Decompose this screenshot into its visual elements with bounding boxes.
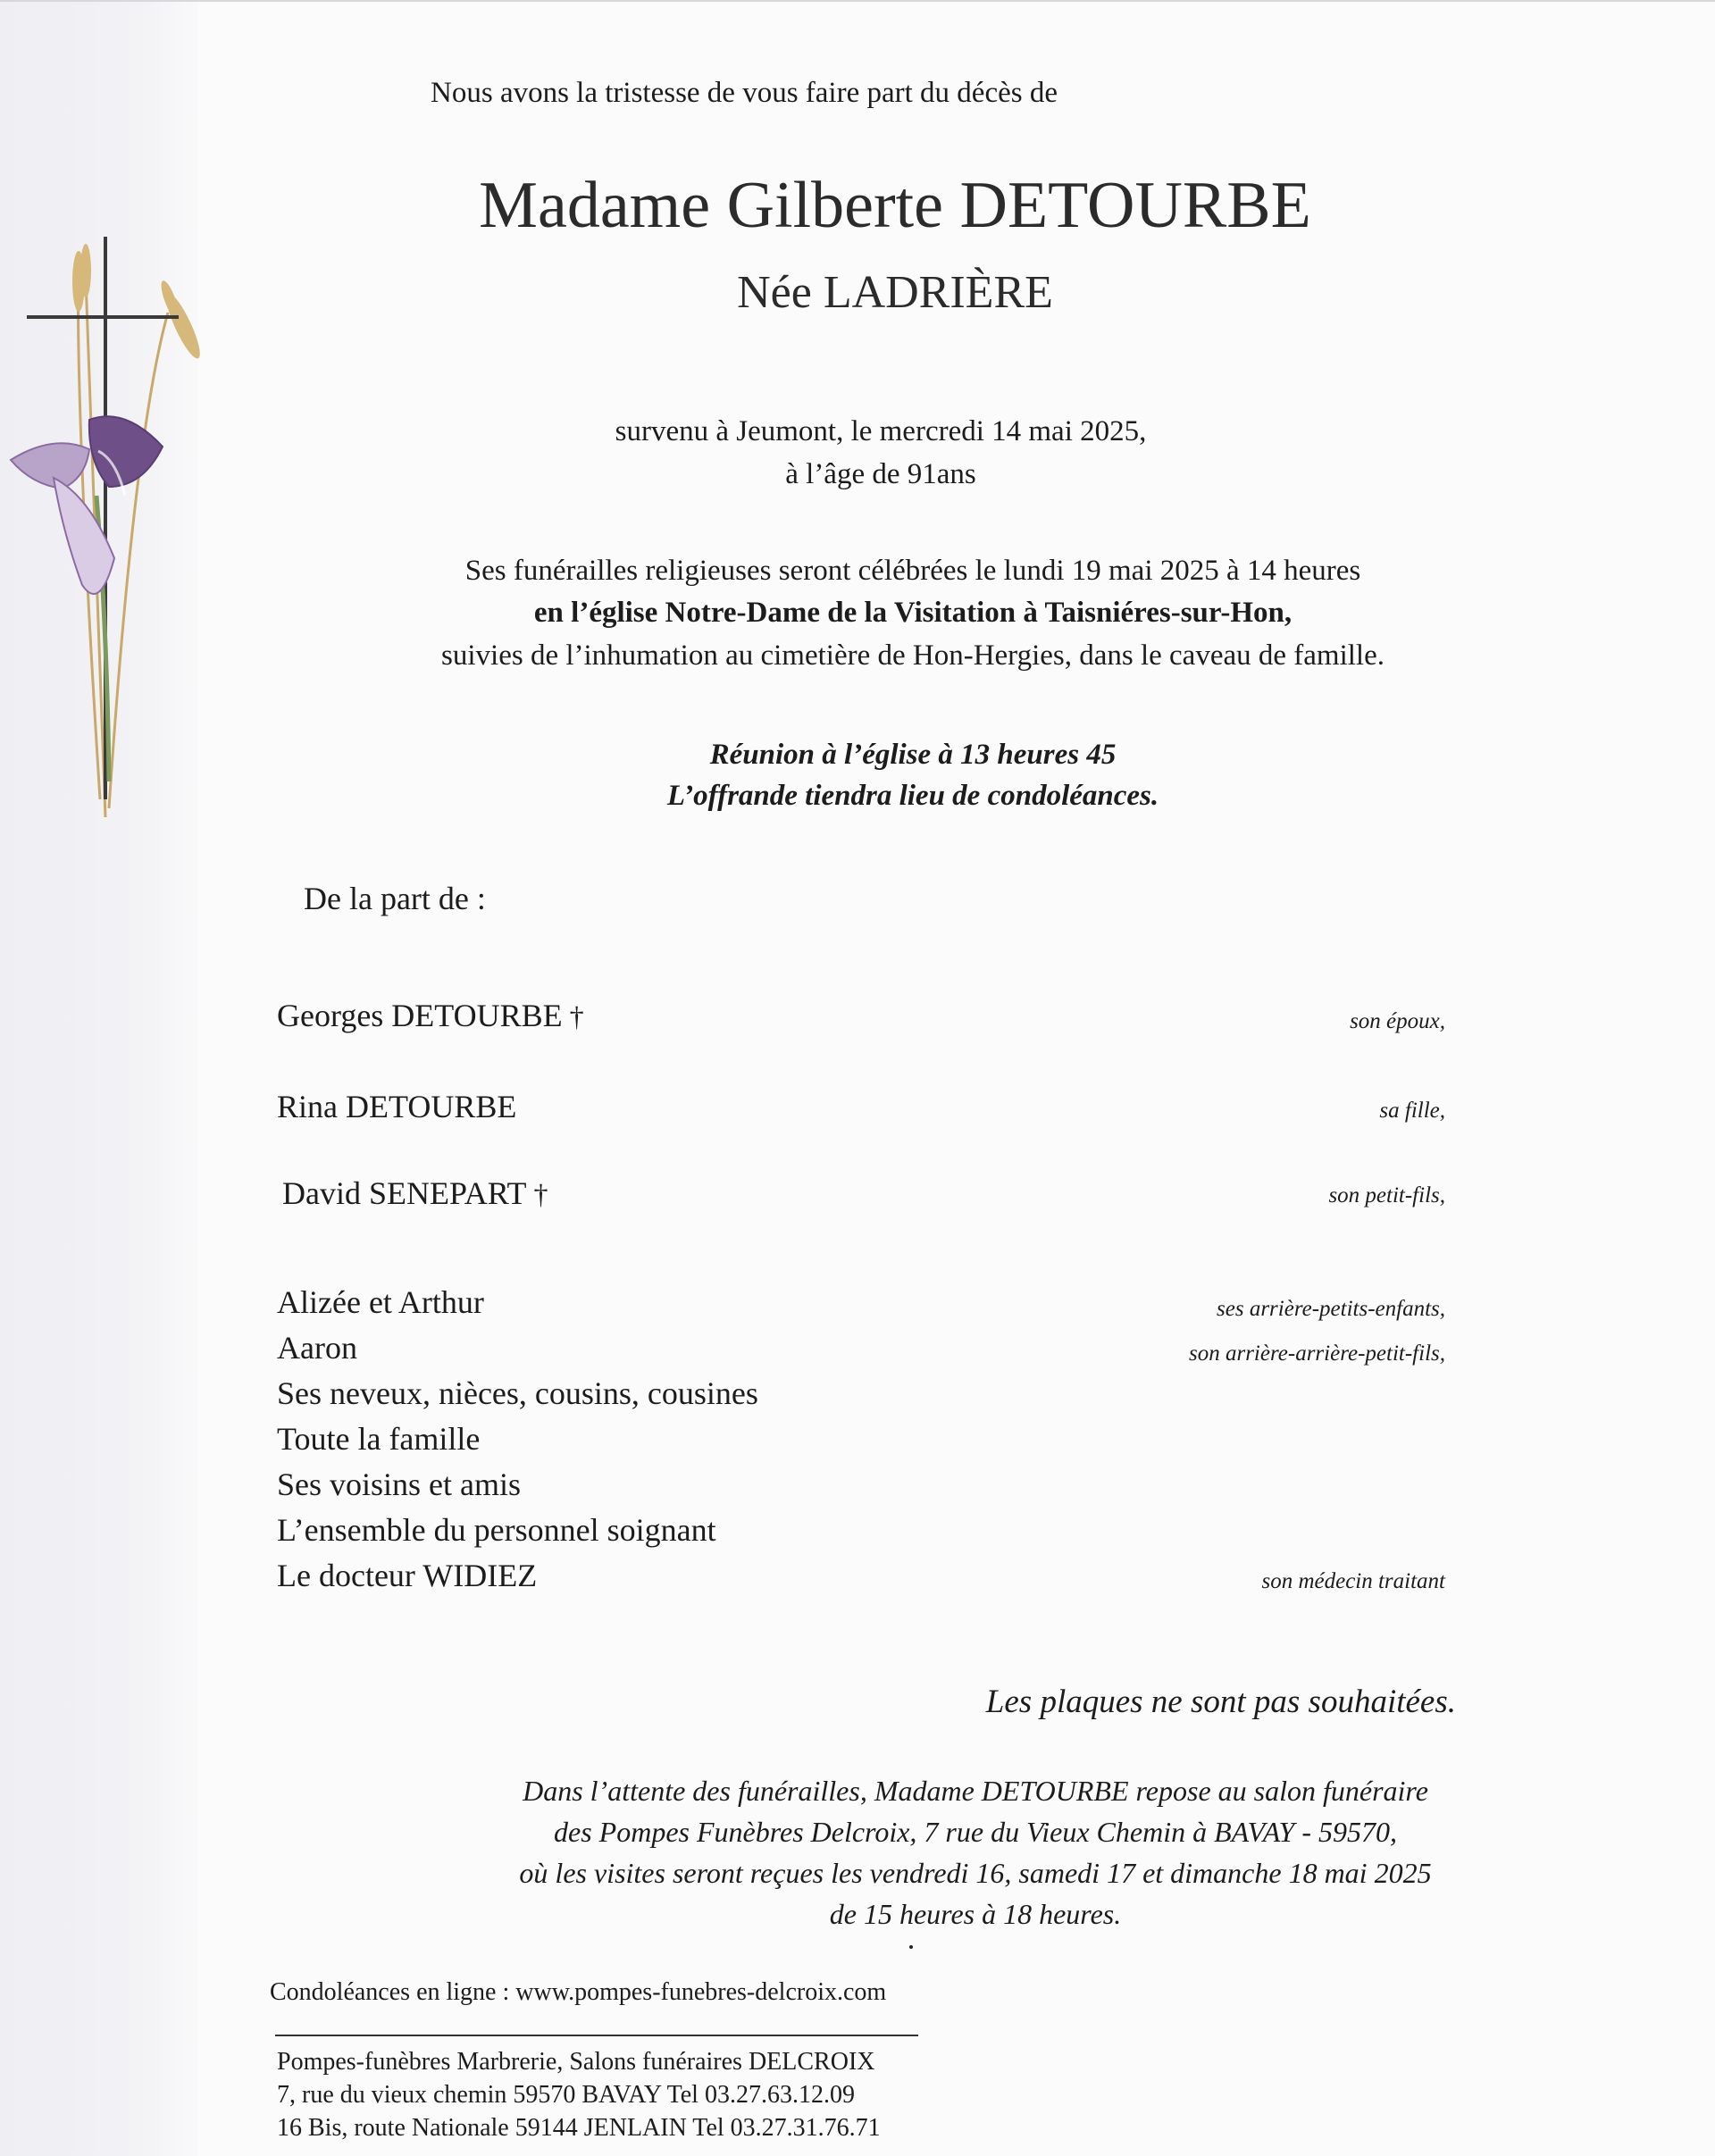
viewing-line-4: de 15 heures à 18 heures. (829, 1898, 1122, 1930)
family-relation-4: son arrière-arrière-petit-fils, (1189, 1341, 1445, 1366)
calla-lily-icon (11, 416, 163, 781)
funeral-line-3: suivies de l’inhumation au cimetière de Hon-Hergies, dans le caveau de famille. (441, 639, 1385, 672)
family-name-8: L’ensemble du personnel soignant (277, 1512, 716, 1548)
online-condolences: Condoléances en ligne : www.pompes-funebres-delcroix.com (270, 1978, 887, 2006)
family-name-5: Ses neveux, nièces, cousins, cousines (277, 1375, 758, 1411)
gathering-line-2: L’offrande tiendra lieu de condoléances. (666, 780, 1159, 812)
wheat-ears (72, 244, 205, 362)
from-label: De la part de : (304, 881, 486, 916)
family-name-1: Rina DETOURBE (277, 1089, 517, 1124)
dagger-icon: † (533, 1178, 548, 1210)
family-name-2: David SENEPART † (282, 1175, 548, 1211)
gathering-line-1: Réunion à l’église à 13 heures 45 (709, 739, 1117, 771)
footer-line-1: Pompes-funèbres Marbrerie, Salons funéraires DELCROIX (277, 2048, 875, 2076)
viewing-line-3: où les visites seront reçues les vendredi 16, samedi 17 et dimanche 18 mai 2025 (519, 1857, 1432, 1889)
age-line: à l’âge de 91ans (785, 458, 976, 490)
viewing-line-1: Dans l’attente des funérailles, Madame DETOURBE repose au salon funéraire (523, 1775, 1428, 1807)
family-relation-1: sa fille, (1379, 1099, 1445, 1123)
footer-divider (275, 2035, 918, 2036)
viewing-line-2: des Pompes Funèbres Delcroix, 7 rue du Vieux Chemin à BAVAY - 59570, (554, 1816, 1397, 1848)
family-relation-2: son petit-fils, (1328, 1183, 1445, 1208)
family-relation-3: ses arrière-petits-enfants, (1217, 1297, 1445, 1321)
funeral-line-2: en l’église Notre-Dame de la Visitation à Taisniéres-sur-Hon, (533, 597, 1293, 629)
top-border (0, 0, 1715, 2)
family-name-4: Aaron (277, 1330, 357, 1366)
family-name-7: Ses voisins et amis (277, 1467, 522, 1502)
funeral-line-1: Ses funérailles religieuses seront célébrées le lundi 19 mai 2025 à 14 heures (464, 555, 1361, 587)
decorative-dot (909, 1945, 913, 1949)
intro-text: Nous avons la tristesse de vous faire part du décès de (431, 77, 1058, 109)
family-name-0: Georges DETOURBE † (277, 998, 584, 1033)
cross-lily-illustration (0, 228, 214, 844)
deceased-name: Madame Gilberte DETOURBE (479, 169, 1311, 242)
footer-line-2: 7, rue du vieux chemin 59570 BAVAY Tel 03.27.63.12.09 (277, 2081, 855, 2109)
family-name-3: Alizée et Arthur (277, 1284, 484, 1320)
family-name-9: Le docteur WIDIEZ (277, 1558, 538, 1593)
no-plaques-note: Les plaques ne sont pas souhaitées. (985, 1684, 1456, 1720)
maiden-name: Née LADRIÈRE (737, 267, 1053, 318)
family-name-6: Toute la famille (277, 1421, 481, 1457)
footer-line-3: 16 Bis, route Nationale 59144 JENLAIN Tel 03.27.31.76.71 (277, 2114, 881, 2142)
family-relation-0: son époux, (1350, 1009, 1445, 1033)
family-relation-9: son médecin traitant (1261, 1569, 1445, 1593)
dagger-icon: † (569, 1000, 584, 1032)
death-place-date: survenu à Jeumont, le mercredi 14 mai 2025, (615, 415, 1147, 447)
